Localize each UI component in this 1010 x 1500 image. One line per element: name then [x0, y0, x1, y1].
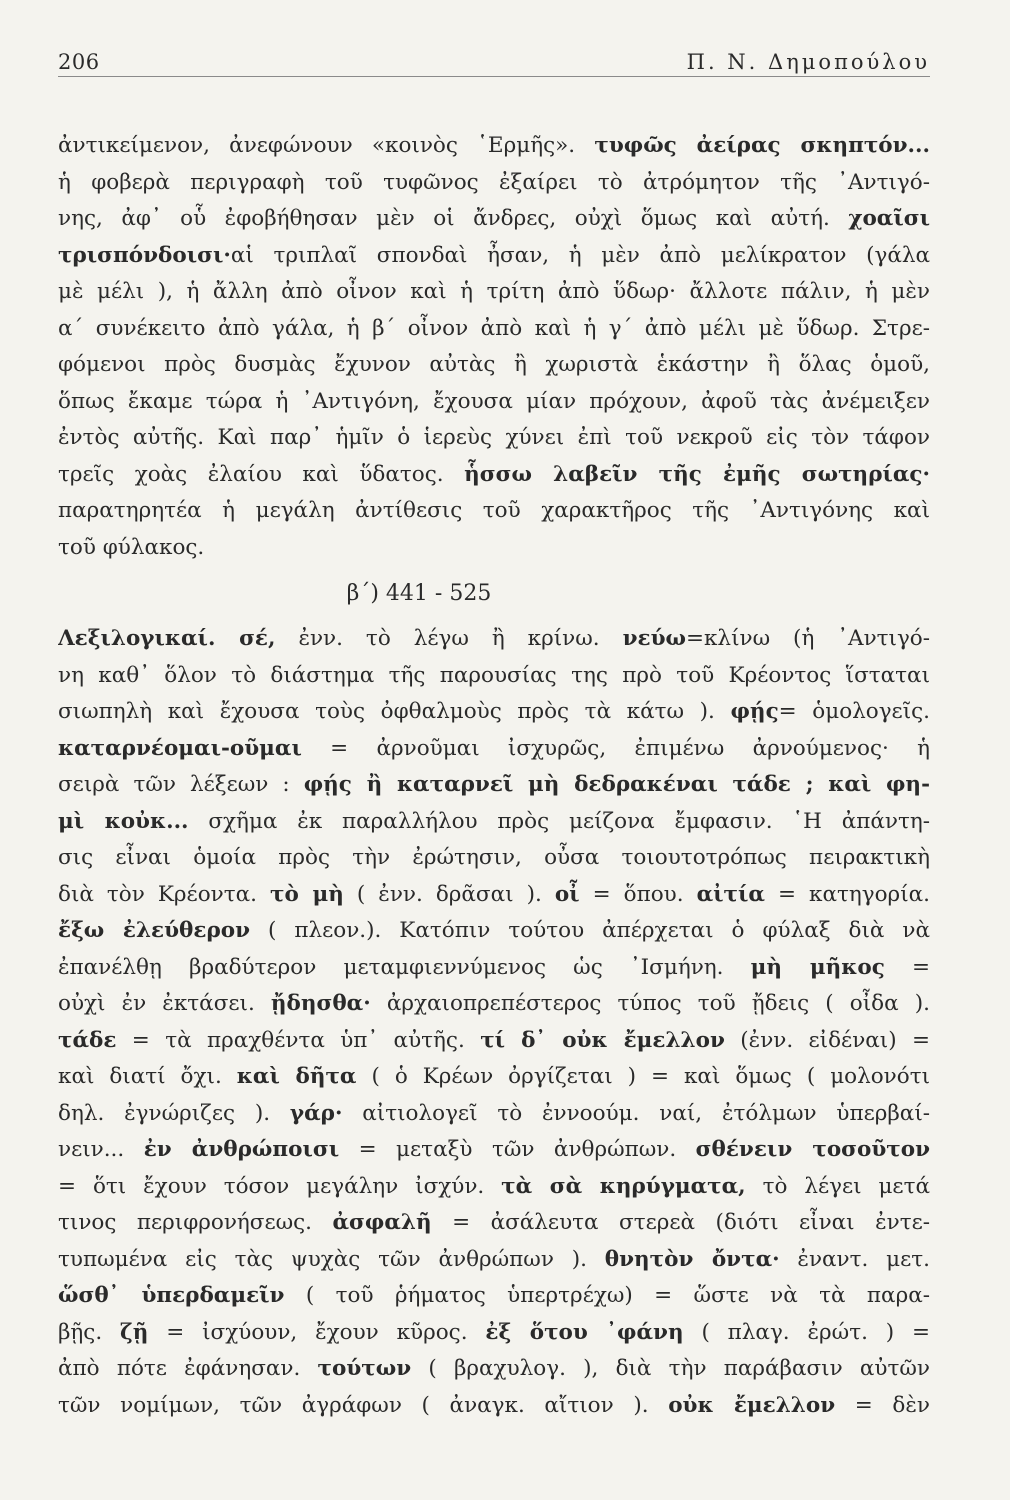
lemma-term: ὥσθ᾿ ὑπερδαμεῖν	[58, 1283, 285, 1308]
text-run: σις εἶναι ὁμοία πρὸς τὴν ἐρώτησιν, οὖσα τοιουτοτρόπως πειρακτικὴ	[58, 845, 930, 870]
lemma-term: φῄς ἢ καταρνεῖ μὴ δεδρακέναι τάδε ; καὶ φη-	[303, 772, 930, 797]
lemma-term: μὶ κοὐκ...	[58, 808, 189, 834]
text-run: = δὲν	[835, 1392, 930, 1418]
text-run: ὅπως ἔκαμε τώρα ἡ ᾿Αντιγόνη, ἔχουσα μίαν πρόχουν, ἀφοῦ τὰς ἀνέμειξεν	[58, 388, 930, 414]
text-run: τινος περιφρονήσεως.	[58, 1210, 333, 1235]
text-line	[58, 420, 930, 457]
text-run: = ὁμολογεῖς.	[778, 699, 930, 724]
text-line	[58, 1023, 930, 1060]
text-line	[58, 1242, 930, 1279]
text-run: νειν...	[58, 1137, 144, 1162]
text-line	[58, 1388, 930, 1425]
text-line	[58, 1169, 930, 1206]
text-run: ( ἐνν. δρᾶσαι ).	[343, 881, 555, 907]
text-line	[58, 1096, 930, 1133]
text-run: δηλ. ἐγνώριζες ).	[58, 1100, 290, 1126]
lemma-term: τούτων	[317, 1356, 412, 1381]
text-run: σχῆμα ἐκ παραλλήλου πρὸς μείζονα ἔμφασιν. ῾Η ἀπάντη-	[188, 808, 930, 834]
lemma-term: γάρ·	[289, 1100, 343, 1126]
lemma-term: τυφῶς ἀείρας σκηπτόν...	[594, 133, 930, 158]
text-run: αἱ τριπλαῖ σπονδαὶ ἦσαν, ἡ μὲν ἀπὸ μελίκρατον (γάλα	[230, 242, 930, 268]
vocabulary-block	[58, 621, 930, 1424]
lemma-term: νεύω	[622, 626, 686, 651]
text-line	[58, 201, 930, 238]
text-run: αἰτιολογεῖ τὸ ἐννοούμ. ναί, ἐτόλμων ὑπερβαί-	[342, 1100, 930, 1126]
text-run: ἐνν. τὸ λέγω ἢ κρίνω.	[275, 626, 623, 651]
lemma-term: τρισπόνδοισι·	[58, 242, 231, 268]
lemma-term: ἔξω ἐλεύθερον	[58, 918, 251, 943]
text-run: οὐχὶ ἐν ἐκτάσει.	[58, 991, 271, 1016]
text-run: = μεταξὺ τῶν ἀνθρώπων.	[339, 1137, 696, 1162]
text-line	[58, 986, 930, 1023]
text-run: = ἀσάλευτα στερεὰ (διότι εἶναι ἐντε-	[431, 1210, 930, 1235]
lemma-term: τὰ σὰ κηρύγματα,	[501, 1173, 746, 1199]
text-run: βῇς.	[58, 1319, 121, 1345]
lemma-term: μὴ μῆκος	[750, 954, 885, 980]
lemma-term: τάδε	[58, 1027, 117, 1053]
text-line	[58, 311, 930, 348]
text-run: ἀρχαιοπρεπέστερος τύπος τοῦ ᾔδεις ( οἶδα ).	[370, 991, 930, 1016]
text-line	[58, 694, 930, 731]
text-line	[58, 658, 930, 695]
text-run: α´ συνέκειτο ἀπὸ γάλα, ἡ β´ οἶνον ἀπὸ καὶ ἡ γ´ ἀπὸ μέλι μὲ ὕδωρ. Στρε-	[58, 315, 930, 341]
text-line	[58, 165, 930, 202]
text-run: =	[884, 954, 930, 980]
text-run: (ἐνν. εἰδέναι) =	[724, 1027, 930, 1053]
running-head: Π. Ν. Δημοπούλου	[686, 50, 930, 74]
text-line	[58, 384, 930, 421]
lemma-term: ἐξ ὅτου ᾿φάνη	[485, 1319, 684, 1345]
text-line	[58, 1205, 930, 1242]
lemma-term: χοαῖσι	[848, 206, 930, 231]
lemma-term: καὶ δῆτα	[236, 1064, 357, 1089]
text-line	[58, 1132, 930, 1169]
text-run: νη καθ᾿ ὅλον τὸ διάστημα τῆς παρουσίας της πρὸ τοῦ Κρέοντος ἵσταται	[58, 662, 930, 688]
text-line	[58, 530, 930, 567]
lemma-term: καταρνέομαι-οῦμαι	[58, 735, 302, 761]
text-line	[58, 767, 930, 804]
text-line	[58, 731, 930, 768]
text-run: σιωπηλὴ καὶ ἔχουσα τοὺς ὀφθαλμοὺς πρὸς τὰ κάτω ).	[58, 699, 731, 724]
text-line	[58, 877, 930, 914]
text-line	[58, 804, 930, 841]
text-line	[58, 493, 930, 530]
text-run: =κλίνω (ἡ ᾿Αντιγό-	[685, 626, 930, 651]
lemma-term: οἶ	[554, 881, 580, 907]
text-run: ἀπὸ πότε ἐφάνησαν.	[58, 1356, 318, 1381]
text-run: ( βραχυλογ. ), διὰ τὴν παράβασιν αὐτῶν	[411, 1356, 930, 1381]
text-run: = κατηγορία.	[764, 881, 930, 907]
text-line	[58, 621, 930, 658]
text-line	[58, 347, 930, 384]
text-line	[58, 457, 930, 494]
lemma-term: τὸ μὴ	[269, 881, 344, 907]
text-line	[58, 1351, 930, 1388]
text-line	[58, 274, 930, 311]
text-line	[58, 913, 930, 950]
text-run: τυπωμένα εἰς τὰς ψυχὰς τῶν ἀνθρώπων ).	[58, 1246, 605, 1272]
text-run: = ὅτι ἔχουν τόσον μεγάλην ἰσχύν.	[58, 1173, 502, 1199]
text-run: ( πλεον.). Κατόπιν τούτου ἀπέρχεται ὁ φύλαξ διὰ νὰ	[250, 918, 930, 943]
text-run: ἐντὸς αὐτῆς. Καὶ παρ᾿ ἡμῖν ὁ ἱερεὺς χύνει ἐπὶ τοῦ νεκροῦ εἰς τὸν τάφον	[58, 425, 930, 450]
text-run: τὸ λέγει μετά	[745, 1173, 930, 1199]
text-run: ( ὁ Κρέων ὀργίζεται ) = καὶ ὅμως ( μολονότι	[356, 1064, 930, 1089]
page-header	[58, 46, 930, 77]
text-run: τρεῖς χοὰς ἐλαίου καὶ ὕδατος.	[58, 461, 465, 487]
text-run: καὶ διατί ὄχι.	[58, 1064, 237, 1089]
text-line	[58, 128, 930, 165]
text-run: = ὅπου.	[579, 881, 697, 907]
text-run: τῶν νομίμων, τῶν ἀγράφων ( ἀναγκ. αἴτιον ).	[58, 1392, 669, 1418]
text-run: φόμενοι πρὸς δυσμὰς ἔχυνον αὐτὰς ἢ χωριστὰ ἑκάστην ἢ ὅλας ὁμοῦ,	[58, 352, 930, 377]
text-run: ἀντικείμενον, ἀνεφώνουν «κοινὸς ῾Ερμῆς».	[58, 133, 595, 158]
text-run: = ἰσχύουν, ἔχουν κῦρος.	[148, 1319, 486, 1345]
text-run: = τὰ πραχθέντα ὑπ᾿ αὐτῆς.	[116, 1027, 481, 1053]
text-run: τοῦ φύλακος.	[58, 534, 205, 560]
text-run: σειρὰ τῶν λέξεων :	[58, 772, 304, 797]
lemma-term: φῄς	[730, 699, 779, 724]
text-line	[58, 840, 930, 877]
lemma-term: σθένειν τοσοῦτον	[695, 1137, 930, 1162]
text-run: νης, ἀφ᾿ οὗ ἐφοβήθησαν μὲν οἱ ἄνδρες, οὐχὶ ὅμως καὶ αὐτή.	[58, 206, 849, 231]
lemma-term: ζῇ	[120, 1319, 149, 1345]
section-heading: β´) 441 - 525	[346, 581, 492, 606]
text-run: διὰ τὸν Κρέοντα.	[58, 881, 270, 907]
lemma-term: ἧσσω λαβεῖν τῆς ἐμῆς σωτηρίας·	[464, 461, 930, 487]
text-line	[58, 950, 930, 987]
text-run: ( πλαγ. ἐρώτ. ) =	[683, 1319, 930, 1345]
lemma-term: τί δ᾿ οὐκ ἔμελλον	[480, 1027, 725, 1053]
text-run: μὲ μέλι ), ἡ ἄλλη ἀπὸ οἶνον καὶ ἡ τρίτη ἀπὸ ὕδωρ· ἄλλοτε πάλιν, ἡ μὲν	[58, 279, 930, 304]
lemma-term: οὐκ ἔμελλον	[668, 1392, 836, 1418]
text-run: παρατηρητέα ἡ μεγάλη ἀντίθεσις τοῦ χαρακτῆρος τῆς ᾿Αντιγόνης καὶ	[58, 498, 930, 523]
lemma-term: Λεξιλογικαί. σέ,	[58, 626, 276, 651]
lemma-term: ἐν ἀνθρώποισι	[143, 1137, 340, 1162]
text-run: ἡ φοβερὰ περιγραφὴ τοῦ τυφῶνος ἐξαίρει τὸ ἀτρόμητον τῆς ᾿Αντιγό-	[58, 169, 930, 195]
text-line	[58, 1059, 930, 1096]
text-run: = ἀρνοῦμαι ἰσχυρῶς, ἐπιμένω ἀρνούμενος· ἡ	[301, 735, 930, 761]
text-run: ἐναντ. μετ.	[779, 1246, 930, 1272]
lemma-term: ᾔδησθα·	[270, 991, 371, 1016]
text-line	[58, 1278, 930, 1315]
lemma-term: θνητὸν ὄντα·	[604, 1246, 780, 1272]
lemma-term: αἰτία	[696, 881, 765, 907]
page-number: 206	[58, 50, 100, 74]
lemma-term: ἀσφαλῆ	[332, 1210, 432, 1235]
text-run: ( τοῦ ῥήματος ὑπερτρέχω) = ὥστε νὰ τὰ παρα-	[284, 1283, 930, 1308]
text-line	[58, 238, 930, 275]
commentary-block	[58, 128, 930, 566]
text-run: ἐπανέλθῃ βραδύτερον μεταμφιεννύμενος ὡς ᾿Ισμήνη.	[58, 954, 751, 980]
text-line	[58, 1315, 930, 1352]
body-text	[58, 128, 930, 1424]
